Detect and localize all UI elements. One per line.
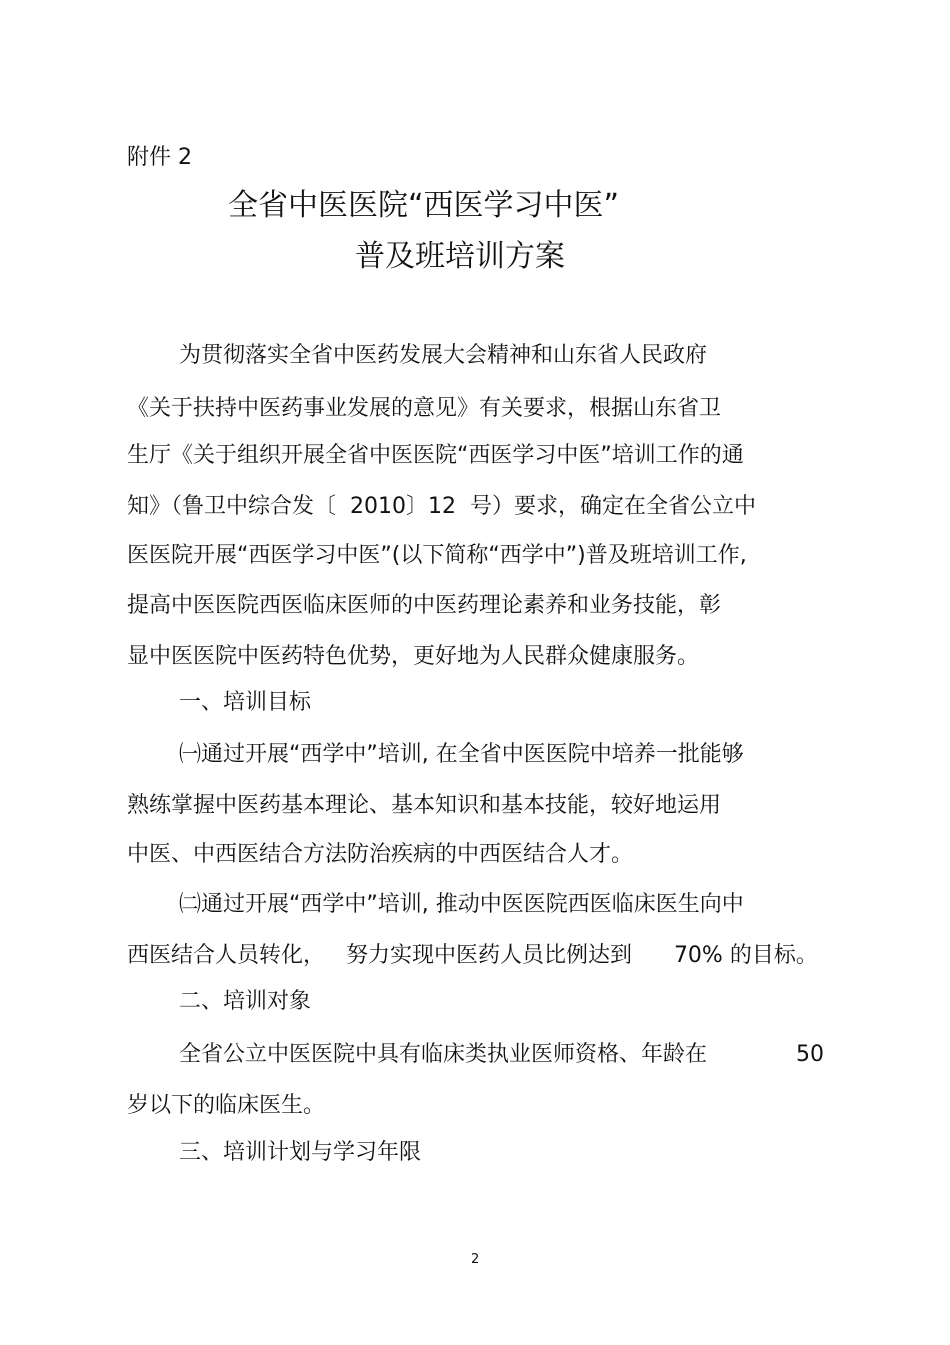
document-title-line-1: 全省中医医院“西医学习中医” — [228, 188, 620, 223]
attachment-label: 附件 2 — [127, 145, 192, 170]
body-line: ㈠通过开展“西学中”培训, 在全省中医医院中培养一批能够 — [179, 742, 744, 767]
document-title-line-2: 普及班培训方案 — [355, 239, 565, 274]
body-line: 岁以下的临床医生。 — [127, 1093, 326, 1118]
body-line: 显中医医院中医药特色优势，更好地为人民群众健康服务。 — [127, 644, 700, 669]
body-line: ㈡通过开展“西学中”培训, 推动中医医院西医临床医生向中 — [179, 892, 744, 917]
body-line-number: 50 — [796, 1042, 824, 1067]
body-line: 医医院开展“西医学习中医”(以下简称“西学中”)普及班培训工作, — [127, 543, 747, 568]
body-line: 生厅《关于组织开展全省中医医院“西医学习中医”培训工作的通 — [127, 443, 744, 468]
page-number: 2 — [471, 1252, 480, 1267]
section-heading: 一、培训目标 — [179, 690, 312, 715]
body-line: 《关于扶持中医药事业发展的意见》有关要求，根据山东省卫 — [127, 396, 722, 421]
body-line: 提高中医医院西医临床医师的中医药理论素养和业务技能，彰 — [127, 593, 722, 618]
body-line: 西医结合人员转化， 努力实现中医药人员比例达到 70% 的目标。 — [127, 943, 818, 968]
section-heading: 三、培训计划与学习年限 — [179, 1140, 422, 1165]
body-line: 为贯彻落实全省中医药发展大会精神和山东省人民政府 — [179, 343, 708, 368]
body-line: 熟练掌握中医药基本理论、基本知识和基本技能，较好地运用 — [127, 793, 722, 818]
body-line: 中医、中西医结合方法防治疾病的中西医结合人才。 — [127, 842, 634, 867]
body-line: 知》（鲁卫中综合发〔 2010〕12 号）要求，确定在全省公立中 — [127, 494, 756, 519]
section-heading: 二、培训对象 — [179, 989, 312, 1014]
body-line: 全省公立中医医院中具有临床类执业医师资格、年龄在 — [179, 1042, 708, 1067]
